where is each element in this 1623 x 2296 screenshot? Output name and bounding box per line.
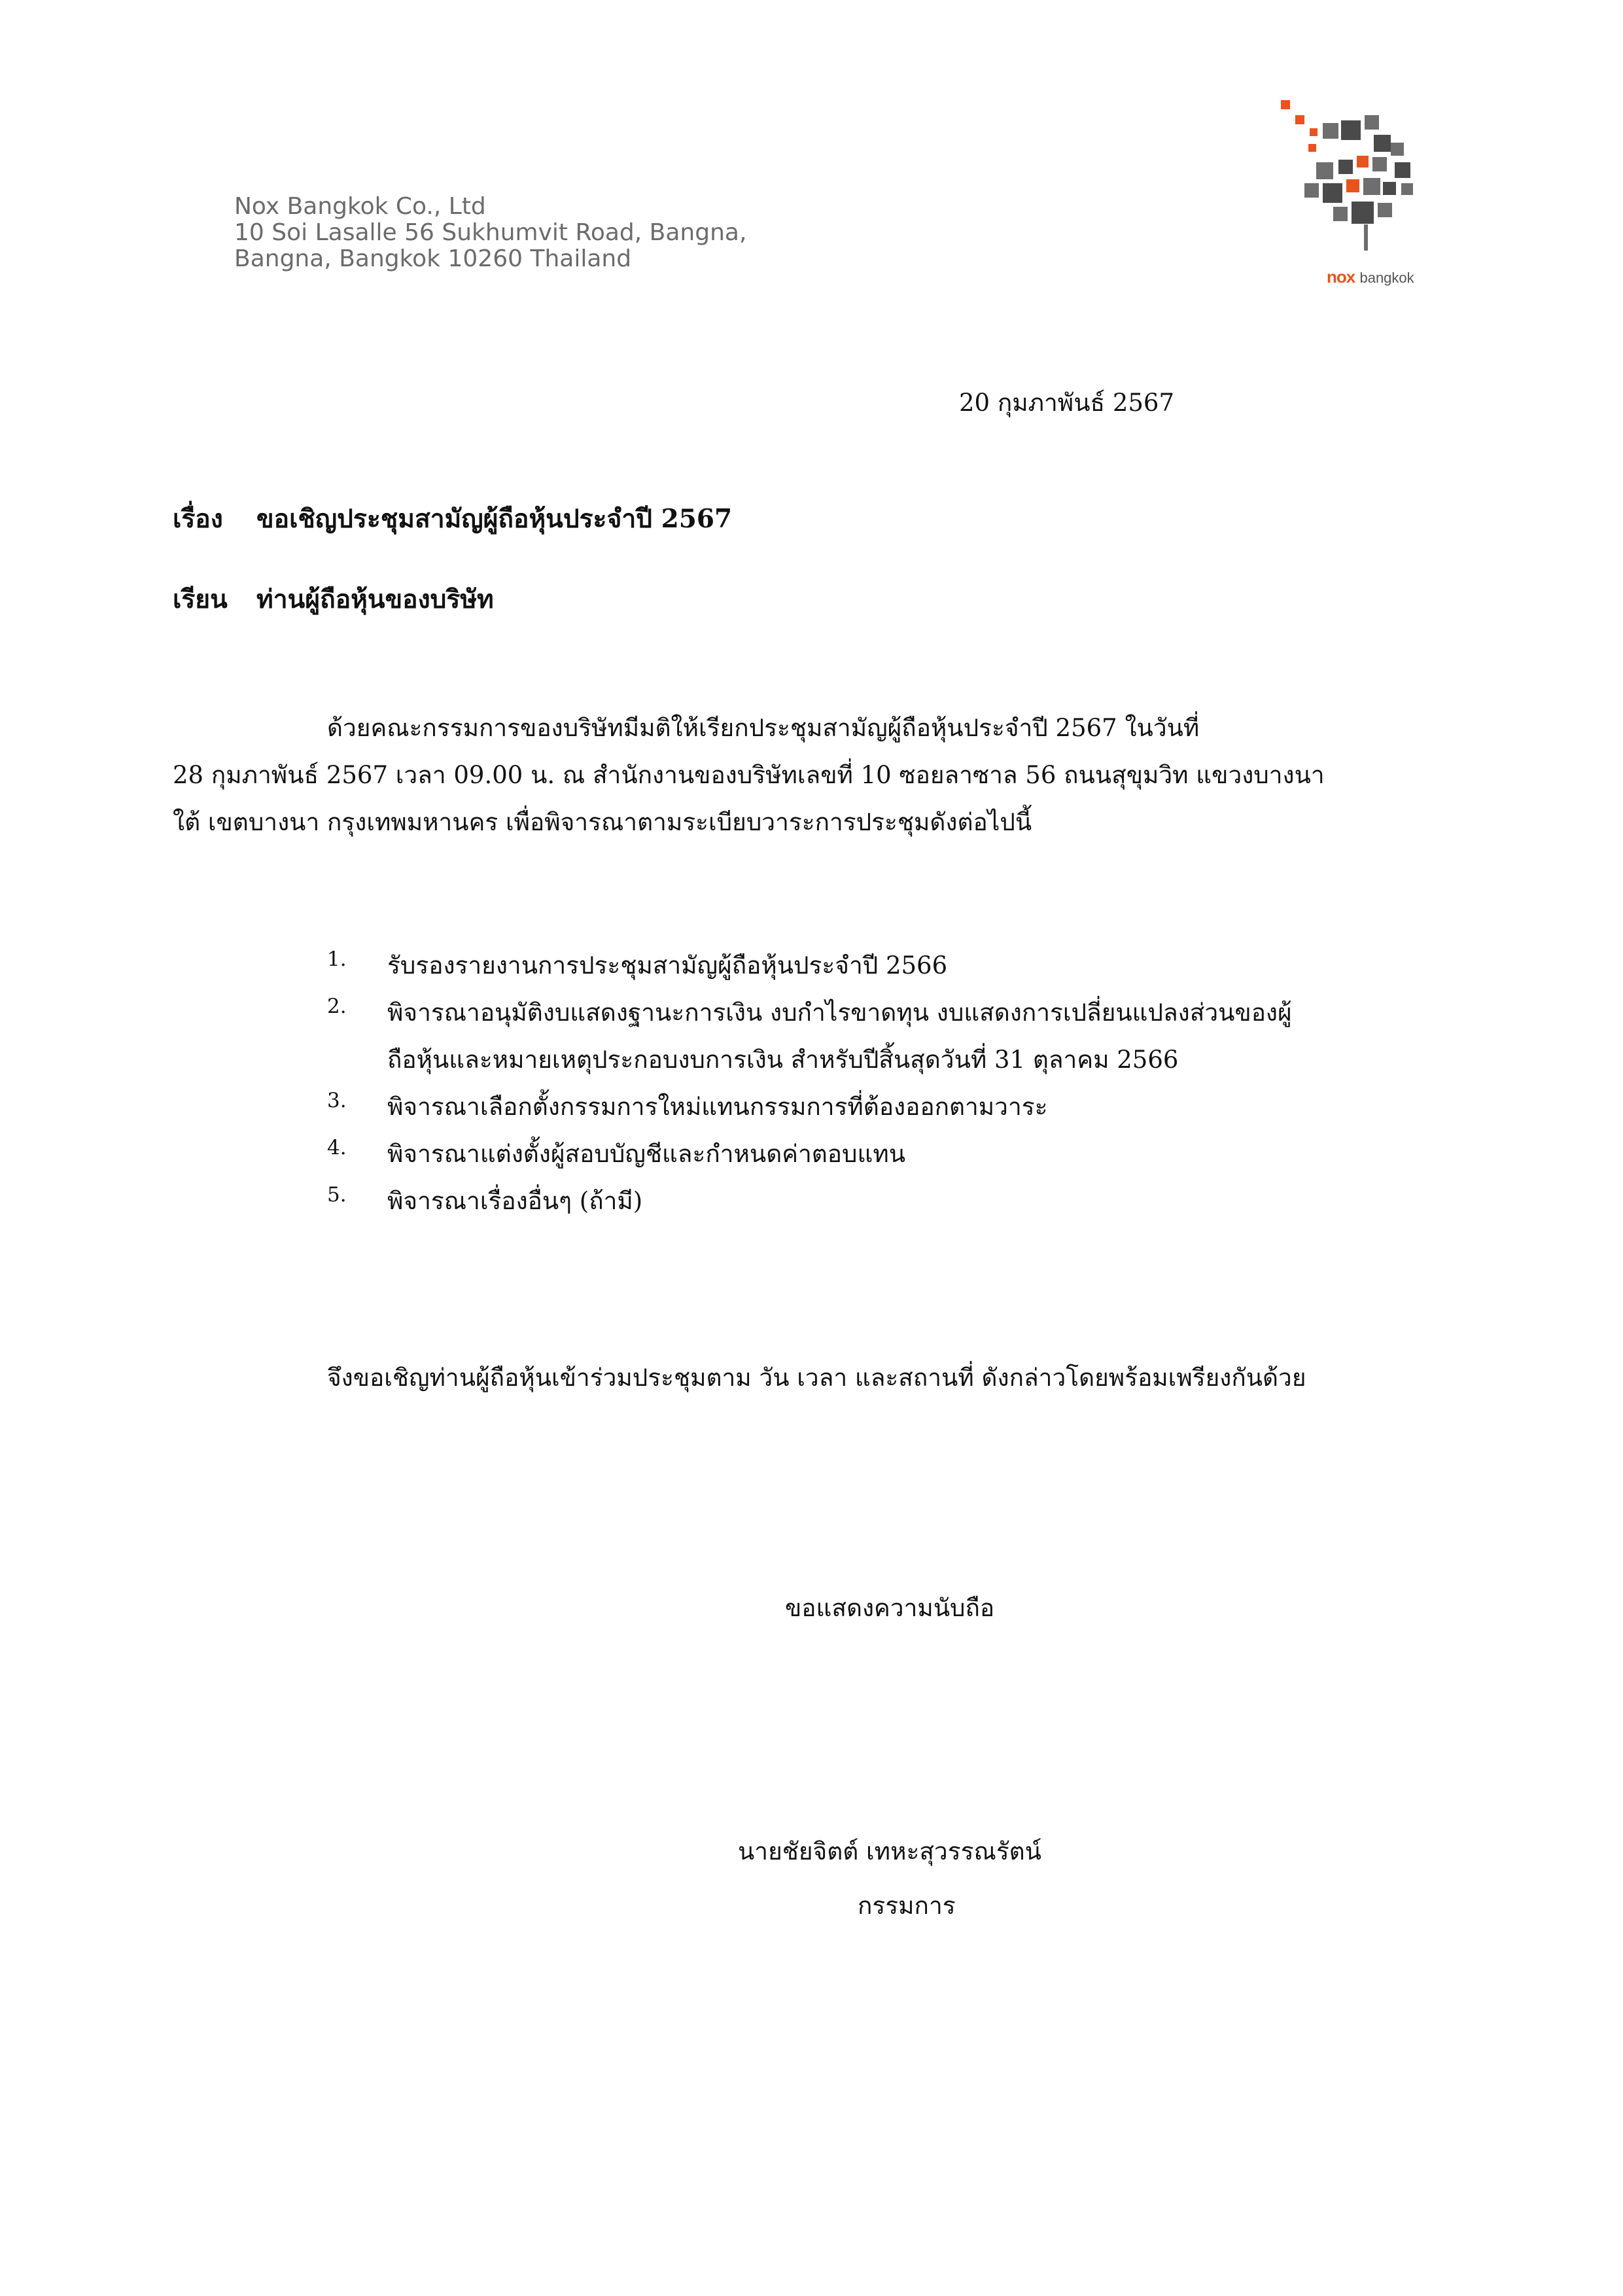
logo-city: bangkok: [1359, 270, 1414, 286]
agenda-text: พิจารณาอนุมัติงบแสดงฐานะการเงิน งบกำไรขาดทุน งบแสดงการเปลี่ยนแปลงส่วนของผู้: [387, 998, 1292, 1027]
logo-square: [1346, 179, 1359, 192]
logo-square: [1310, 128, 1318, 136]
agenda-text: พิจารณาแต่งตั้งผู้สอบบัญชีและกำหนดค่าตอบแทน: [387, 1140, 906, 1168]
logo-square: [1395, 162, 1410, 178]
logo-square: [1352, 202, 1374, 224]
logo-square: [1338, 160, 1353, 174]
agenda-text-continued: ถือหุ้นและหมายเหตุประกอบงบการเงิน สำหรับปีสิ้นสุดวันที่ 31 ตุลาคม 2566: [387, 1046, 1179, 1074]
logo-square: [1323, 183, 1342, 203]
logo-square: [1341, 120, 1361, 140]
recipient-label: เรียน: [173, 584, 228, 614]
logo-square: [1365, 115, 1379, 130]
address-line-1: 10 Soi Lasalle 56 Sukhumvit Road, Bangna,: [234, 219, 747, 246]
signer-title: กรรมการ: [858, 1892, 956, 1920]
nox-bangkok-logo: [1276, 97, 1459, 287]
letter-date: 20 กุมภาพันธ์ 2567: [959, 389, 1174, 417]
agenda-item: [327, 1084, 1459, 1131]
agenda-text: พิจารณาเรื่องอื่นๆ (ถ้ามี): [387, 1187, 643, 1215]
logo-square: [1304, 183, 1319, 198]
agenda-item: [327, 989, 1459, 1084]
recipient-line: [173, 579, 494, 620]
agenda-list: [327, 942, 1459, 1225]
intro-line-3: ใต้ เขตบางนา กรุงเทพมหานคร เพื่อพิจารณาตามระเบียบวาระการประชุมดังต่อไปนี้: [173, 808, 1032, 836]
company-name: Nox Bangkok Co., Ltd: [234, 193, 486, 220]
logo-square: [1281, 100, 1290, 109]
logo-brand: nox: [1327, 267, 1355, 287]
logo-square: [1363, 178, 1380, 195]
logo-square: [1383, 182, 1396, 195]
agenda-number: 1.: [327, 947, 347, 971]
agenda-item: [327, 1131, 1459, 1178]
subject-line: [173, 499, 732, 539]
logo-wordmark: [1327, 267, 1414, 287]
subject-text: ขอเชิญประชุมสามัญผู้ถือหุ้นประจำปี 2567: [256, 504, 733, 534]
logo-square: [1401, 183, 1413, 195]
closing-paragraph: จึงขอเชิญท่านผู้ถือหุ้นเข้าร่วมประชุมตาม วัน เวลา และสถานที่ ดังกล่าวโดยพร้อมเพรียงกันด้วย: [327, 1364, 1306, 1392]
intro-paragraph: [173, 705, 1455, 846]
agenda-item: [327, 942, 1459, 989]
agenda-text: พิจารณาเลือกตั้งกรรมการใหม่แทนกรรมการที่ต้องออกตามวาระ: [387, 1093, 1048, 1121]
logo-square: [1316, 162, 1333, 179]
logo-square: [1308, 144, 1316, 152]
logo-square: [1374, 135, 1391, 152]
agenda-item: [327, 1178, 1459, 1225]
logo-square: [1391, 143, 1404, 156]
logo-square: [1323, 123, 1338, 139]
complimentary-close: ขอแสดงความนับถือ: [785, 1594, 995, 1622]
intro-line-1: ด้วยคณะกรรมการของบริษัทมีมติให้เรียกประชุมสามัญผู้ถือหุ้นประจำปี 2567 ในวันที่: [327, 714, 1200, 742]
company-address: [234, 194, 746, 272]
intro-line-2: 28 กุมภาพันธ์ 2567 เวลา 09.00 น. ณ สำนักงานของบริษัทเลขที่ 10 ซอยลาซาล 56 ถนนสุขุมวิท แขวงบางนา: [173, 761, 1325, 789]
logo-square: [1357, 156, 1369, 168]
logo-square: [1372, 157, 1387, 171]
agenda-number: 4.: [327, 1136, 347, 1159]
agenda-text: รับรองรายงานการประชุมสามัญผู้ถือหุ้นประจำปี 2566: [387, 951, 948, 980]
logo-square: [1378, 203, 1392, 217]
signer-name: นายชัยจิตต์ เทหะสุวรรณรัตน์: [738, 1837, 1041, 1865]
agenda-number: 5.: [327, 1183, 347, 1207]
agenda-number: 2.: [327, 995, 347, 1018]
subject-label: เรื่อง: [173, 504, 223, 534]
recipient-text: ท่านผู้ถือหุ้นของบริษัท: [256, 584, 494, 614]
logo-square: [1333, 207, 1348, 221]
logo-square: [1295, 115, 1304, 124]
address-line-2: Bangna, Bangkok 10260 Thailand: [234, 245, 632, 272]
agenda-number: 3.: [327, 1089, 347, 1112]
